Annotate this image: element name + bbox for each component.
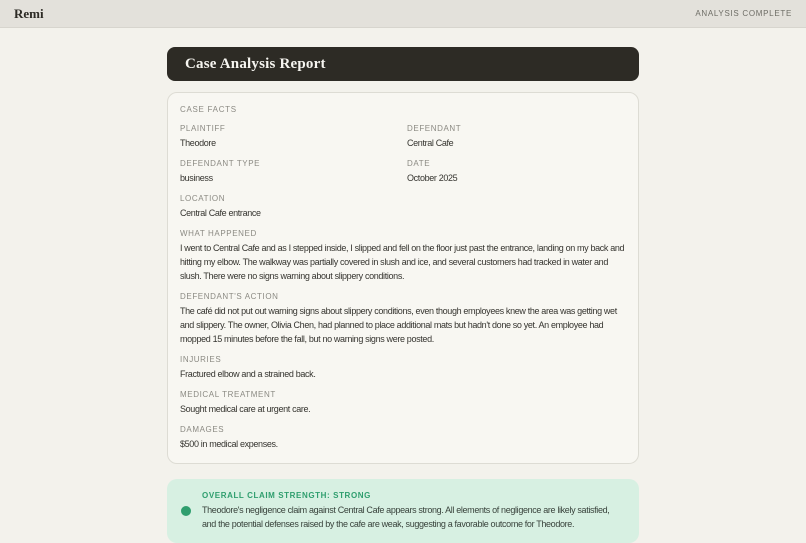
field-label: PLAINTIFF [180,124,226,133]
field-value: Sought medical care at urgent care. [180,404,311,414]
field-label: DEFENDANT TYPE [180,159,261,168]
field-value: Central Cafe [407,138,454,148]
strength-indicator-dot-icon [181,506,191,516]
field-defendant [407,124,626,150]
field-label: INJURIES [180,355,222,364]
field-label: DAMAGES [180,425,225,434]
field-label: WHAT HAPPENED [180,229,257,238]
case-facts-grid [180,124,626,185]
field-defendant-type [180,159,399,185]
field-value: The café did not put out warning signs about slippery conditions, even though employees knew the area was getting wet and slippery. The owner, Olivia Chen, had planned to place additional mats but hadn't done so yet. An employee had mopped 15 minutes before the fall, but no warning signs were posted. [180,306,617,344]
field-value: Fractured elbow and a strained back. [180,369,316,379]
field-defendants-action [180,292,626,346]
field-value: Theodore [180,138,216,148]
page-title: Case Analysis Report [185,55,326,72]
field-value: $500 in medical expenses. [180,439,278,449]
field-injuries [180,355,626,381]
field-value: I went to Central Cafe and as I stepped inside, I slipped and fell on the floor just past the entrance, landing on my back and hitting my elbow. The walkway was partially covered in slush and ice, and several customers had tracked in water and slush. There were no signs warning about slippery conditions. [180,243,625,281]
field-value: business [180,173,213,183]
top-bar [0,0,806,28]
field-label: DEFENDANT'S ACTION [180,292,279,301]
field-label: MEDICAL TREATMENT [180,390,276,399]
app-logo: Remi [14,5,44,21]
report-content [167,47,639,543]
field-label: DEFENDANT [407,124,462,133]
claim-strength-summary: Theodore's negligence claim against Central Cafe appears strong. All elements of negligence are likely satisfied, and the potential defenses raised by the cafe are weak, suggesting a favorable outcome for Theodore. [202,505,610,529]
field-date [407,159,626,185]
field-damages [180,425,626,451]
claim-strength-card [167,479,639,543]
field-value: Central Cafe entrance [180,208,261,218]
field-label: DATE [407,159,431,168]
field-label: LOCATION [180,194,226,203]
case-facts-section-label: CASE FACTS [180,105,237,114]
report-header [167,47,639,81]
claim-strength-title: OVERALL CLAIM STRENGTH: STRONG [202,491,371,500]
analysis-status-badge: ANALYSIS COMPLETE [695,9,792,18]
field-value: October 2025 [407,173,458,183]
field-plaintiff [180,124,399,150]
claim-strength-text [202,491,625,531]
case-facts-card [167,92,639,464]
field-medical-treatment [180,390,626,416]
field-what-happened [180,229,626,283]
field-location [180,194,626,220]
